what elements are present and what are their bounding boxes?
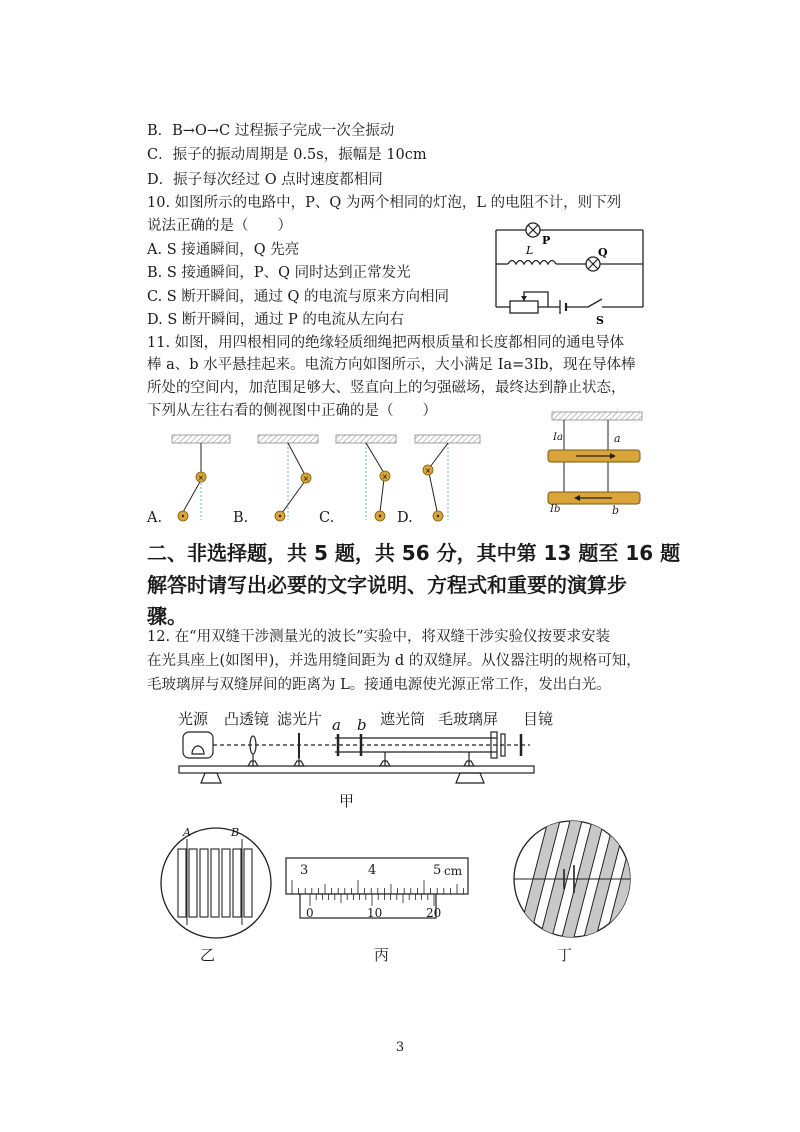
section2-heading-line3: 骤。: [147, 604, 187, 628]
caption-ding: 丁: [557, 946, 573, 964]
q10-stem-line1: 10. 如图所示的电路中，P、Q 为两个相同的灯泡，L 的电阻不计，则下列: [147, 195, 622, 211]
label-p: P: [542, 234, 551, 247]
svg-text:×: ×: [303, 475, 309, 483]
q11-side-view-options: [140, 425, 490, 535]
main-scale-unit: cm: [444, 864, 463, 878]
caption-jia: 甲: [339, 792, 355, 810]
label-s: S: [596, 314, 604, 327]
label-hood: 遮光筒: [380, 710, 426, 728]
optical-bench-diagram: [175, 728, 545, 790]
label-rod-a: a: [614, 432, 621, 445]
q9-option-d: D．振子每次经过 O 点时速度都相同: [147, 172, 383, 188]
option-b-diagram: [258, 435, 318, 521]
choice-label-b: B.: [233, 510, 249, 526]
label-slit-a: a: [332, 716, 341, 734]
svg-text:×: ×: [382, 473, 388, 481]
label-slit-b: b: [357, 716, 367, 734]
label-fringe-a: A: [183, 826, 191, 839]
option-c-diagram: [336, 435, 396, 521]
q12-line2: 在光具座上(如图甲)，并选用缝间距为 d 的双缝屏。从仪器注明的规格可知，: [147, 653, 641, 669]
q10-option-a: A. S 接通瞬间，Q 先亮: [147, 242, 300, 258]
section2-heading-line1: 二、非选择题，共 5 题，共 56 分，其中第 13 题至 16 题: [147, 541, 681, 565]
q12-line1: 12. 在“用双缝干涉测量光的波长”实验中，将双缝干涉实验仪按要求安装: [147, 629, 610, 645]
vernier-number-20: 20: [426, 906, 442, 920]
q11-stem-line4: 下列从左往右看的侧视图中正确的是（ ）: [147, 403, 437, 419]
label-rod-b: b: [612, 504, 620, 517]
q10-option-b: B. S 接通瞬间，P、Q 同时达到正常发光: [147, 265, 411, 281]
q12-line3: 毛玻璃屏与双缝屏间的距离为 L。接通电源使光源正常工作，发出白光。: [147, 677, 611, 693]
caption-bing: 丙: [374, 946, 390, 964]
label-screen: 毛玻璃屏: [438, 710, 499, 728]
label-current-b: Ib: [550, 504, 561, 515]
choice-label-d: D.: [397, 510, 413, 526]
label-filter: 滤光片: [277, 710, 323, 728]
circuit-diagram: [488, 212, 658, 330]
label-light-source: 光源: [178, 710, 209, 728]
label-convex-lens: 凸透镜: [224, 710, 270, 728]
vernier-number-10: 10: [367, 906, 383, 920]
q9-option-c: C．振子的振动周期是 0.5s，振幅是 10cm: [147, 147, 427, 163]
fringe-crosshair-ding: [508, 817, 638, 943]
fringe-pattern-yi: [158, 825, 274, 941]
caption-yi: 乙: [200, 946, 216, 964]
label-l: L: [526, 244, 534, 257]
q11-stem-line3: 所处的空间内，加范围足够大、竖直向上的匀强磁场，最终达到静止状态，: [147, 380, 626, 396]
option-a-diagram: [172, 435, 230, 521]
label-eyepiece: 目镜: [523, 710, 554, 728]
choice-label-c: C.: [319, 510, 335, 526]
q11-stem-line2: 棒 a、b 水平悬挂起来。电流方向如图所示，大小满足 Ia=3Ib，现在导体棒: [147, 357, 636, 373]
choice-label-a: A.: [147, 510, 163, 526]
main-scale-number-4: 4: [368, 863, 377, 878]
main-scale-number-3: 3: [300, 863, 309, 878]
lamp-q-icon: [586, 257, 600, 271]
label-current-a: Ia: [553, 432, 563, 443]
q11-stem-line1: 11. 如图，用四根相同的绝缘轻质细绳把两根质量和长度都相同的通电导体: [147, 335, 625, 351]
label-fringe-b: B: [231, 826, 240, 839]
lamp-p-icon: [526, 223, 540, 237]
vernier-number-0: 0: [306, 906, 314, 920]
label-q: Q: [598, 246, 608, 259]
q9-option-b: B．B→O→C 过程振子完成一次全振动: [147, 123, 395, 139]
page-number: 3: [395, 1040, 405, 1055]
section2-heading-line2: 解答时请写出必要的文字说明、方程式和重要的演算步: [147, 573, 627, 597]
svg-text:×: ×: [198, 474, 204, 482]
main-scale-number-5: 5: [433, 863, 442, 878]
svg-text:×: ×: [425, 467, 431, 475]
option-d-diagram: [415, 435, 480, 521]
q10-option-c: C. S 断开瞬间，通过 Q 的电流与原来方向相同: [147, 289, 449, 305]
q10-option-d: D. S 断开瞬间，通过 P 的电流从左向右: [147, 312, 404, 328]
q10-stem-line2: 说法正确的是（ ）: [147, 218, 292, 234]
